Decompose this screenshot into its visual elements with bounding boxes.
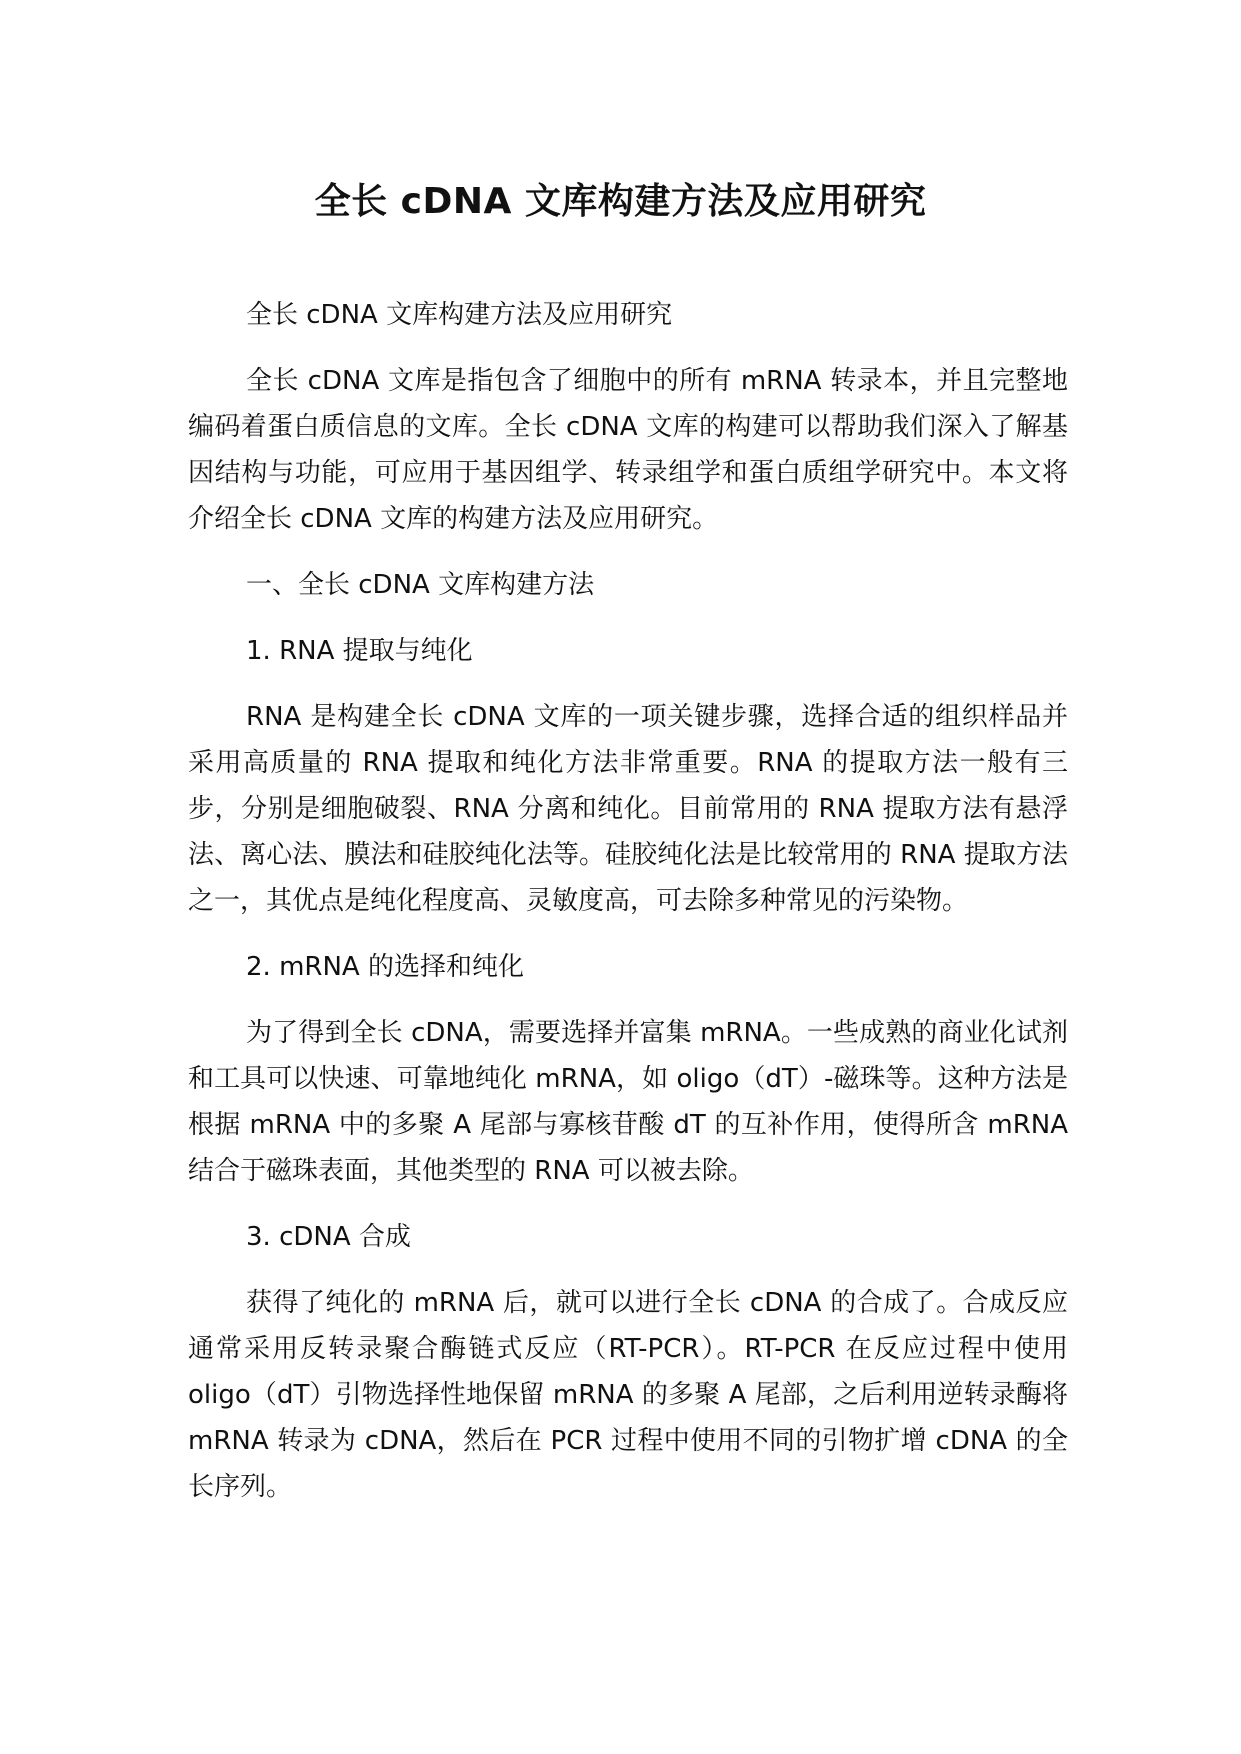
subsection-heading-cdna-synthesis: 3. cDNA 合成 [246,1222,411,1252]
subsection-heading-mrna-selection: 2. mRNA 的选择和纯化 [246,952,524,982]
document-subtitle: 全长 cDNA 文库构建方法及应用研究 [246,300,673,330]
subsection-heading-rna-extraction: 1. RNA 提取与纯化 [246,636,473,666]
page-title: 全长 cDNA 文库构建方法及应用研究 [314,181,927,222]
paragraph-mrna-selection: 为了得到全长 cDNA，需要选择并富集 mRNA。一些成熟的商业化试剂和工具可以快速、可靠地纯化 mRNA，如 oligo（dT）-磁珠等。这种方法是根据 mRNA 中的多聚 A 尾部与寡核苷酸 dT 的互补作用，使得所含 mRNA 结合于磁珠表面，其他类型的 RNA 可以被去除。 [188,1018,1068,1186]
section-heading-methods: 一、全长 cDNA 文库构建方法 [246,570,595,600]
paragraph-cdna-synthesis: 获得了纯化的 mRNA 后，就可以进行全长 cDNA 的合成了。合成反应通常采用反转录聚合酶链式反应（RT-PCR）。RT-PCR 在反应过程中使用 oligo（dT）引物选择性地保留 mRNA 的多聚 A 尾部，之后利用逆转录酶将 mRNA 转录为 cDNA，然后在 PCR 过程中使用不同的引物扩增 cDNA 的全长序列。 [188,1288,1068,1502]
paragraph-rna-extraction: RNA 是构建全长 cDNA 文库的一项关键步骤，选择合适的组织样品并采用高质量的 RNA 提取和纯化方法非常重要。RNA 的提取方法一般有三步，分别是细胞破裂、RNA 分离和纯化。目前常用的 RNA 提取方法有悬浮法、离心法、膜法和硅胶纯化法等。硅胶纯化法是比较常用的 RNA 提取方法之一，其优点是纯化程度高、灵敏度高，可去除多种常见的污染物。 [188,702,1068,916]
document-body [188,292,1068,1530]
intro-paragraph: 全长 cDNA 文库是指包含了细胞中的所有 mRNA 转录本，并且完整地编码着蛋白质信息的文库。全长 cDNA 文库的构建可以帮助我们深入了解基因结构与功能，可应用于基因组学、转录组学和蛋白质组学研究中。本文将介绍全长 cDNA 文库的构建方法及应用研究。 [188,366,1068,534]
